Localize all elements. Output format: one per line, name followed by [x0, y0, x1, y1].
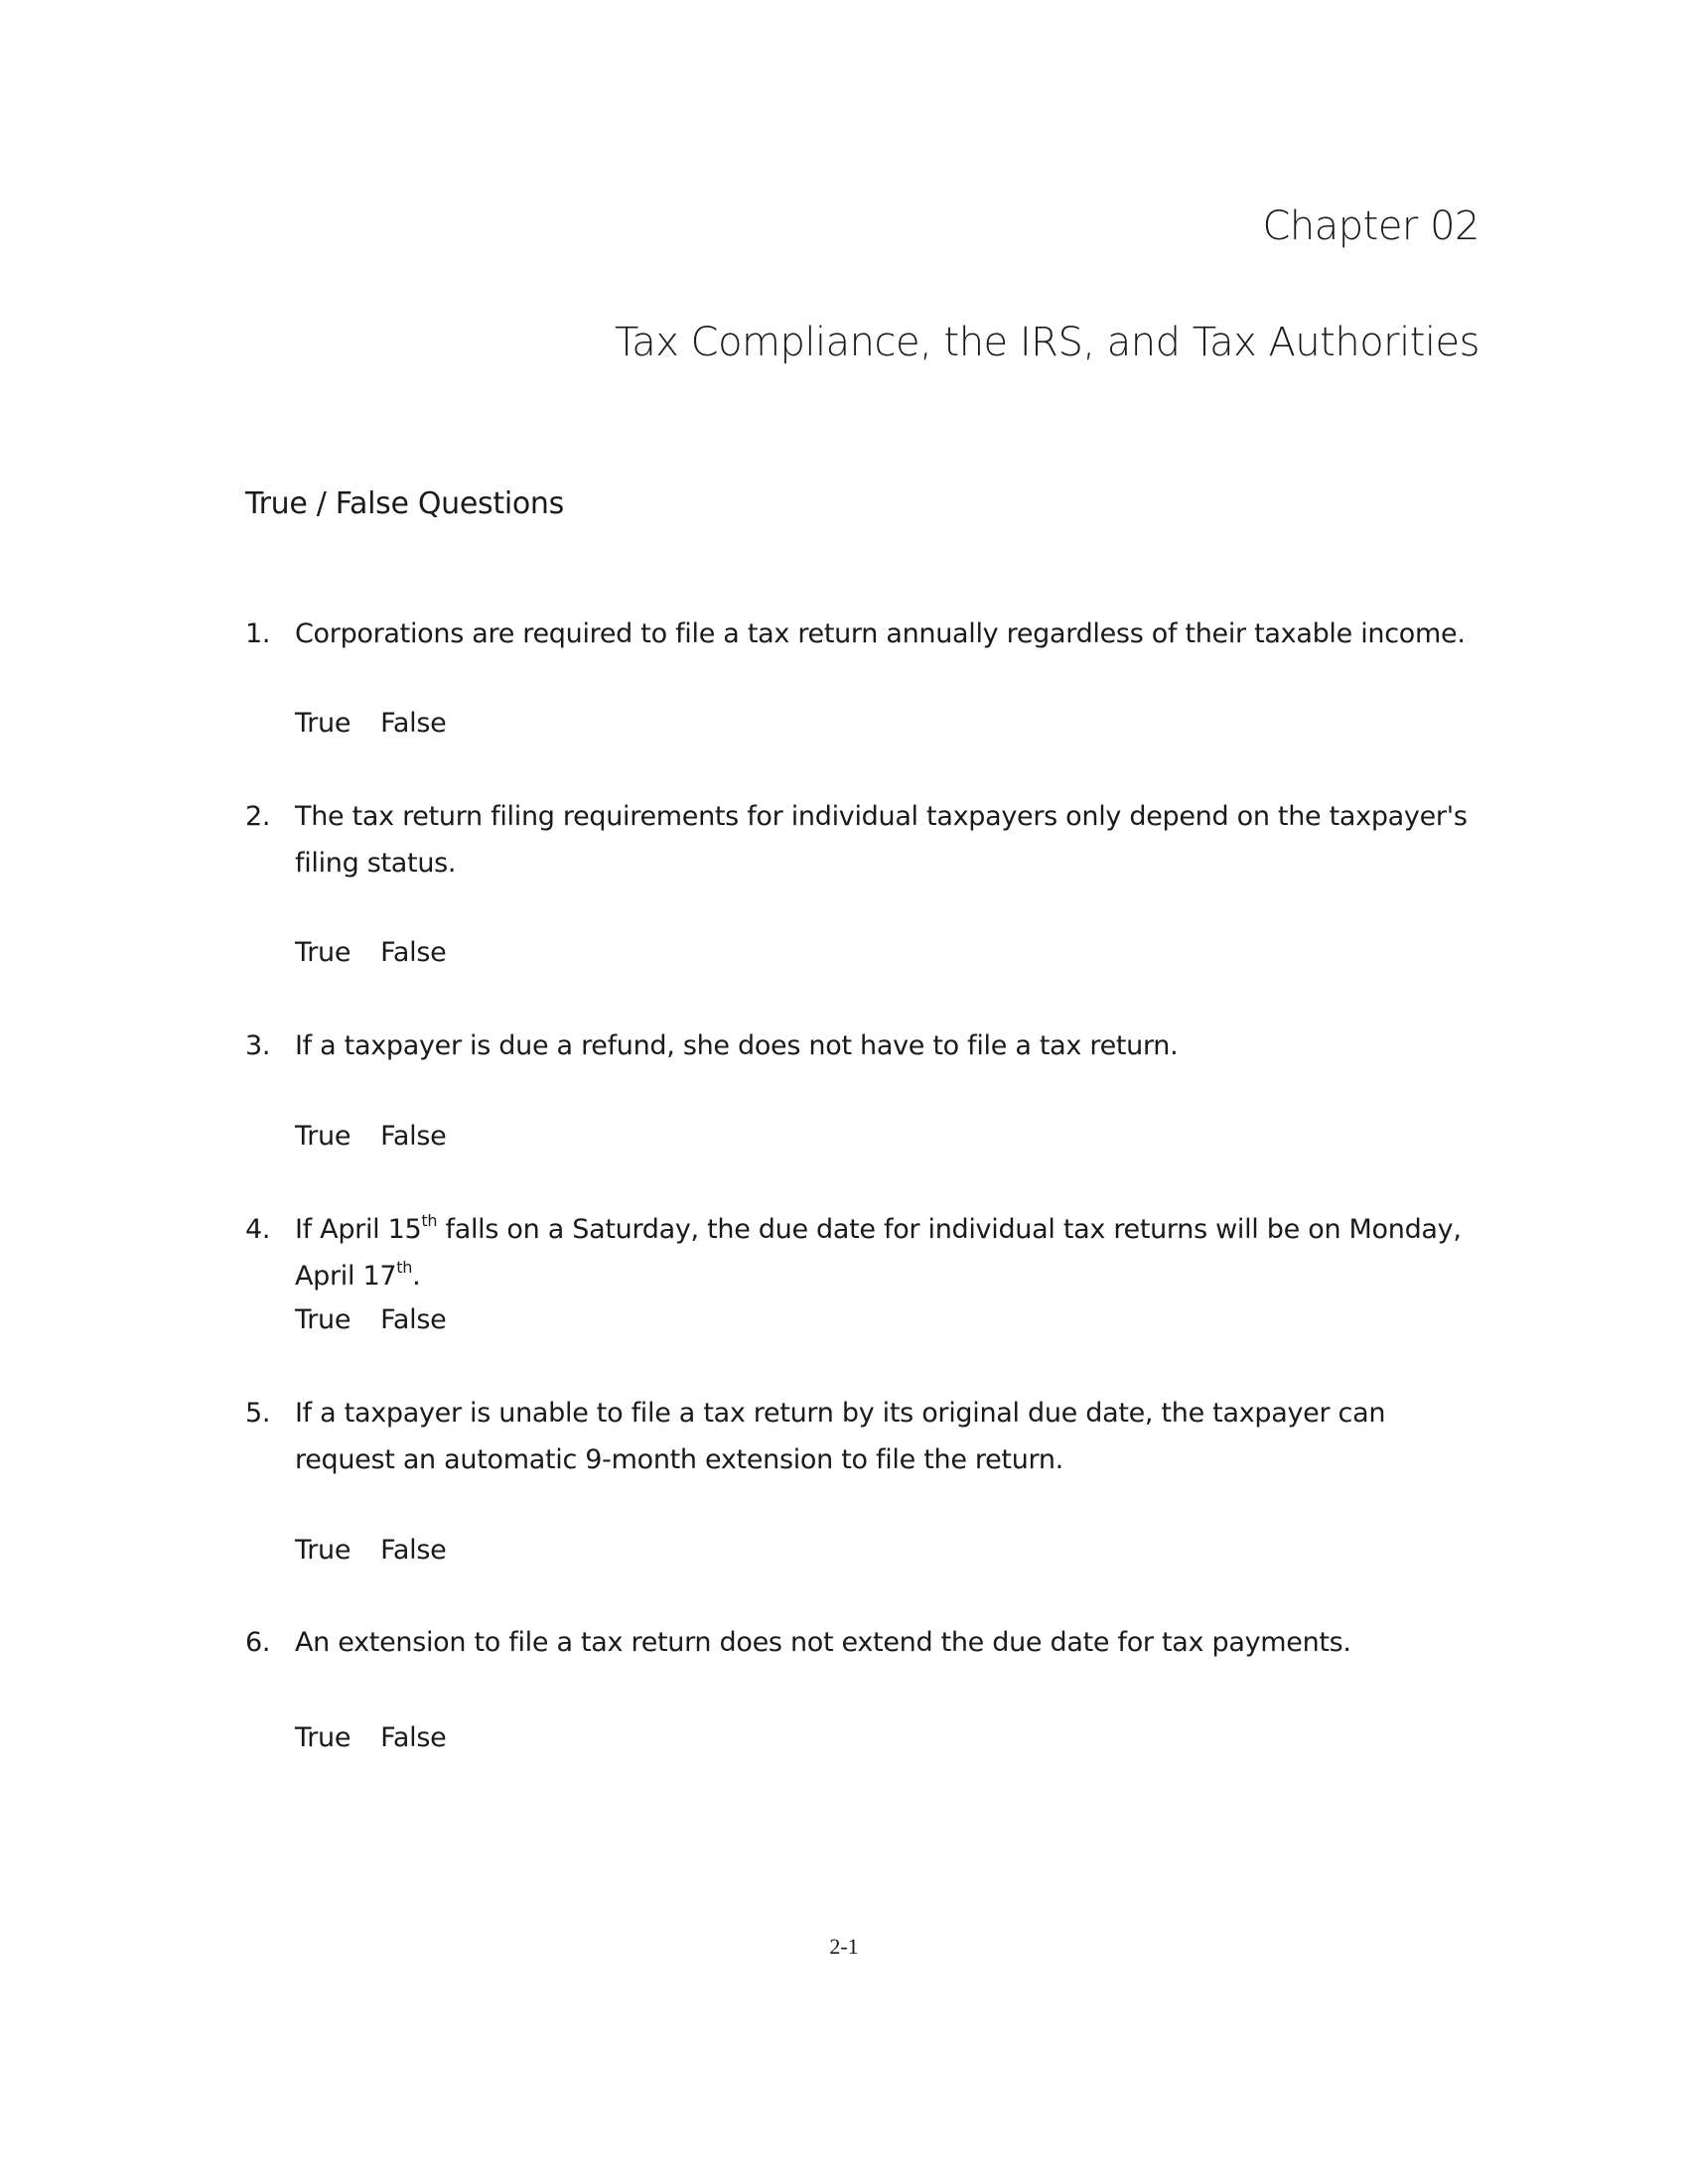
- chapter-label: Chapter 02: [1262, 204, 1479, 249]
- answer-options-5: [295, 1535, 446, 1566]
- question-1: [245, 611, 1477, 657]
- question-number: 4.: [245, 1214, 271, 1245]
- question-number: 3.: [245, 1030, 271, 1061]
- question-text: If a taxpayer is unable to file a tax return by its original due date, the taxpayer can request an automatic 9-month extension to file the return.: [295, 1398, 1386, 1475]
- section-heading: True / False Questions: [245, 486, 564, 521]
- question-4: [245, 1206, 1477, 1299]
- question-text: Corporations are required to file a tax return annually regardless of their taxable income.: [295, 618, 1466, 649]
- question-6: [245, 1619, 1477, 1666]
- question-number: 1.: [245, 618, 271, 649]
- option-false[interactable]: False: [380, 1535, 447, 1566]
- question-text-part: .: [412, 1261, 421, 1292]
- ordinal-suffix: th: [421, 1211, 438, 1230]
- question-number: 6.: [245, 1627, 271, 1658]
- question-text: An extension to file a tax return does not extend the due date for tax payments.: [295, 1627, 1351, 1658]
- question-3: [245, 1023, 1477, 1069]
- answer-options-6: [295, 1722, 446, 1753]
- page-number: 2-1: [829, 1934, 859, 1959]
- option-true[interactable]: True: [295, 1535, 352, 1566]
- option-false[interactable]: False: [380, 1304, 447, 1335]
- option-true[interactable]: True: [295, 708, 352, 739]
- question-text: If a taxpayer is due a refund, she does not have to file a tax return.: [295, 1030, 1179, 1061]
- answer-options-1: [295, 708, 446, 739]
- option-false[interactable]: False: [380, 937, 447, 968]
- option-true[interactable]: True: [295, 937, 352, 968]
- option-true[interactable]: True: [295, 1121, 352, 1152]
- answer-options-2: [295, 937, 446, 968]
- question-number: 5.: [245, 1398, 271, 1429]
- option-true[interactable]: True: [295, 1722, 352, 1753]
- answer-options-3: [295, 1121, 446, 1152]
- option-true[interactable]: True: [295, 1304, 352, 1335]
- question-text-part: If April 15: [295, 1214, 422, 1245]
- question-number: 2.: [245, 801, 271, 832]
- answer-options-4: [295, 1304, 446, 1335]
- question-2: [245, 793, 1477, 887]
- page-title: Tax Compliance, the IRS, and Tax Authorities: [614, 320, 1479, 365]
- option-false[interactable]: False: [380, 708, 447, 739]
- question-text: [295, 1206, 1477, 1299]
- question-text: The tax return filing requirements for individual taxpayers only depend on the taxpayer's filing status.: [295, 801, 1468, 879]
- ordinal-suffix: th: [396, 1258, 413, 1277]
- option-false[interactable]: False: [380, 1121, 447, 1152]
- question-5: [245, 1390, 1477, 1483]
- option-false[interactable]: False: [380, 1722, 447, 1753]
- question-text-part: falls on a Saturday, the due date for individual tax returns will be on Monday, April 17: [295, 1214, 1462, 1292]
